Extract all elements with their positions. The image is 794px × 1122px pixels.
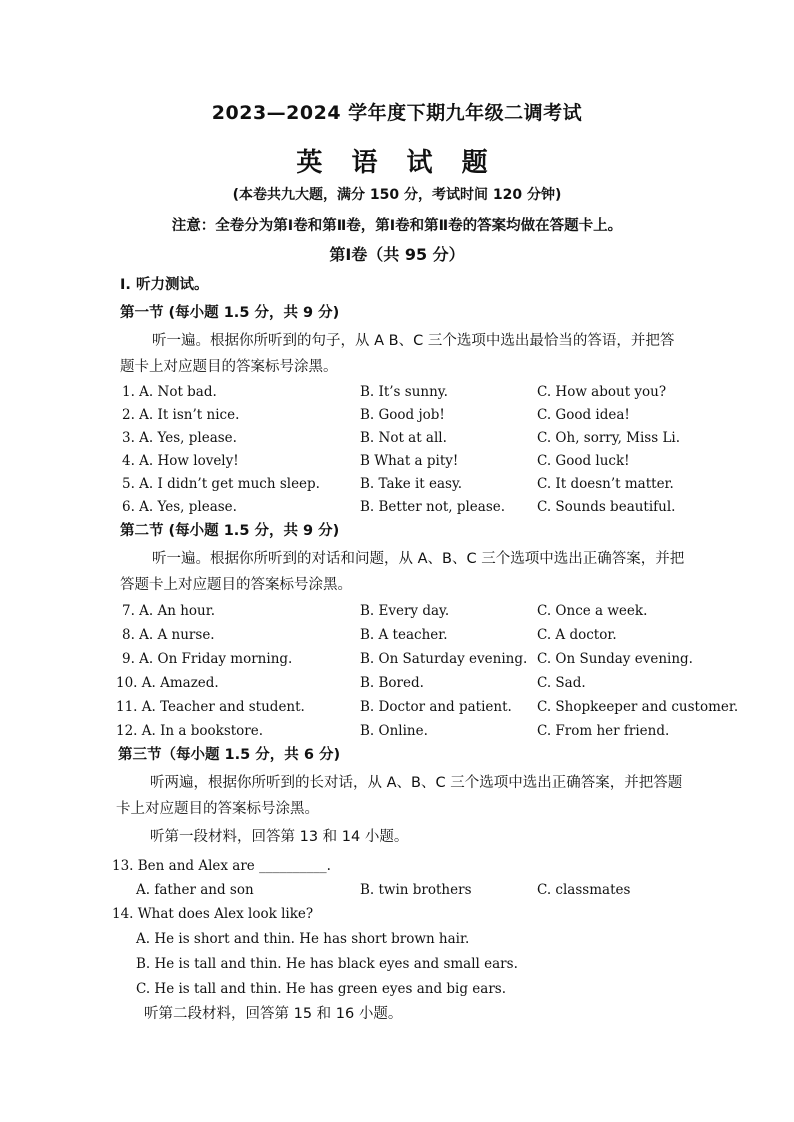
question-13-stem: 13. Ben and Alex are __________. <box>112 858 331 874</box>
part-title: 第Ⅰ卷（共 95 分） <box>329 245 465 264</box>
question-10-option-c: C. Sad. <box>537 675 586 691</box>
question-11-option-c: C. Shopkeeper and customer. <box>537 699 739 715</box>
material-2-note: 听第二段材料，回答第 15 和 16 小题。 <box>144 1006 403 1022</box>
question-12-option-a: 12. A. In a bookstore. <box>116 723 264 739</box>
question-4-option-b: B What a pity! <box>360 453 459 469</box>
question-12-option-c: C. From her friend. <box>537 723 670 739</box>
question-9-option-c: C. On Sunday evening. <box>537 651 693 667</box>
question-4-option-c: C. Good luck! <box>537 453 630 469</box>
question-13-option-c: C. classmates <box>537 882 631 898</box>
question-4-option-a: 4. A. How lovely! <box>122 453 239 469</box>
question-10-option-a: 10. A. Amazed. <box>116 675 219 691</box>
question-7-option-b: B. Every day. <box>360 603 450 619</box>
question-1-option-a: 1. A. Not bad. <box>122 384 217 400</box>
question-9-option-b: B. On Saturday evening. <box>360 651 528 667</box>
exam-title: 2023—2024 学年度下期九年级二调考试 <box>211 102 583 124</box>
section-heading: I. 听力测试。 <box>120 277 209 293</box>
question-3-option-b: B. Not at all. <box>360 430 447 446</box>
question-8-option-b: B. A teacher. <box>360 627 448 643</box>
question-2-option-c: C. Good idea! <box>537 407 630 423</box>
question-5-option-b: B. Take it easy. <box>360 476 463 492</box>
question-3-option-a: 3. A. Yes, please. <box>122 430 237 446</box>
question-1-option-b: B. It’s sunny. <box>360 384 448 400</box>
question-11-option-b: B. Doctor and patient. <box>360 699 512 715</box>
question-13-option-b: B. twin brothers <box>360 882 472 898</box>
subsection-3-instruction-line1: 听两遍，根据你所听到的长对话，从 A、B、C 三个选项中选出正确答案，并把答题 <box>150 775 683 791</box>
subsection-2-instruction-line2: 答题卡上对应题目的答案标号涂黑。 <box>120 577 352 593</box>
question-5-option-c: C. It doesn’t matter. <box>537 476 674 492</box>
question-2-option-b: B. Good job! <box>360 407 445 423</box>
question-12-option-b: B. Online. <box>360 723 428 739</box>
question-14-option-c: C. He is tall and thin. He has green eyes and big ears. <box>136 981 506 997</box>
subsection-1-title: 第一节 (每小题 1.5 分，共 9 分) <box>120 305 340 321</box>
subsection-3-instruction-line2: 卡上对应题目的答案标号涂黑。 <box>116 801 319 817</box>
question-11-option-a: 11. A. Teacher and student. <box>116 699 305 715</box>
question-7-option-a: 7. A. An hour. <box>122 603 216 619</box>
subsection-1-instruction-line2: 题卡上对应题目的答案标号涂黑。 <box>120 359 338 375</box>
question-6-option-c: C. Sounds beautiful. <box>537 499 676 515</box>
exam-subtitle: (本卷共九大题，满分 150 分，考试时间 120 分钟) <box>232 187 562 203</box>
question-14-option-b: B. He is tall and thin. He has black eyes and small ears. <box>136 956 518 972</box>
question-13-option-a: A. father and son <box>136 882 254 898</box>
exam-notice: 注意：全卷分为第Ⅰ卷和第Ⅱ卷，第Ⅰ卷和第Ⅱ卷的答案均做在答题卡上。 <box>171 218 623 234</box>
subsection-2-instruction-line1: 听一遍。根据你所听到的对话和问题，从 A、B、C 三个选项中选出正确答案，并把 <box>152 551 685 567</box>
question-7-option-c: C. Once a week. <box>537 603 648 619</box>
question-10-option-b: B. Bored. <box>360 675 424 691</box>
question-8-option-c: C. A doctor. <box>537 627 617 643</box>
question-5-option-a: 5. A. I didn’t get much sleep. <box>122 476 320 492</box>
subsection-1-instruction-line1: 听一遍。根据你所听到的句子，从 A B、C 三个选项中选出最恰当的答语，并把答 <box>152 333 675 349</box>
question-1-option-c: C. How about you? <box>537 384 667 400</box>
question-6-option-a: 6. A. Yes, please. <box>122 499 237 515</box>
question-2-option-a: 2. A. It isn’t nice. <box>122 407 240 423</box>
question-14-stem: 14. What does Alex look like? <box>112 906 314 922</box>
question-3-option-c: C. Oh, sorry, Miss Li. <box>537 430 681 446</box>
material-1-note: 听第一段材料，回答第 13 和 14 小题。 <box>150 829 409 845</box>
subject-title: 英 语 试 题 <box>296 148 498 178</box>
question-8-option-a: 8. A. A nurse. <box>122 627 215 643</box>
subsection-3-title: 第三节（每小题 1.5 分，共 6 分) <box>118 747 341 763</box>
question-6-option-b: B. Better not, please. <box>360 499 506 515</box>
question-9-option-a: 9. A. On Friday morning. <box>122 651 293 667</box>
question-14-option-a: A. He is short and thin. He has short brown hair. <box>136 931 470 947</box>
subsection-2-title: 第二节 (每小题 1.5 分，共 9 分) <box>120 523 340 539</box>
